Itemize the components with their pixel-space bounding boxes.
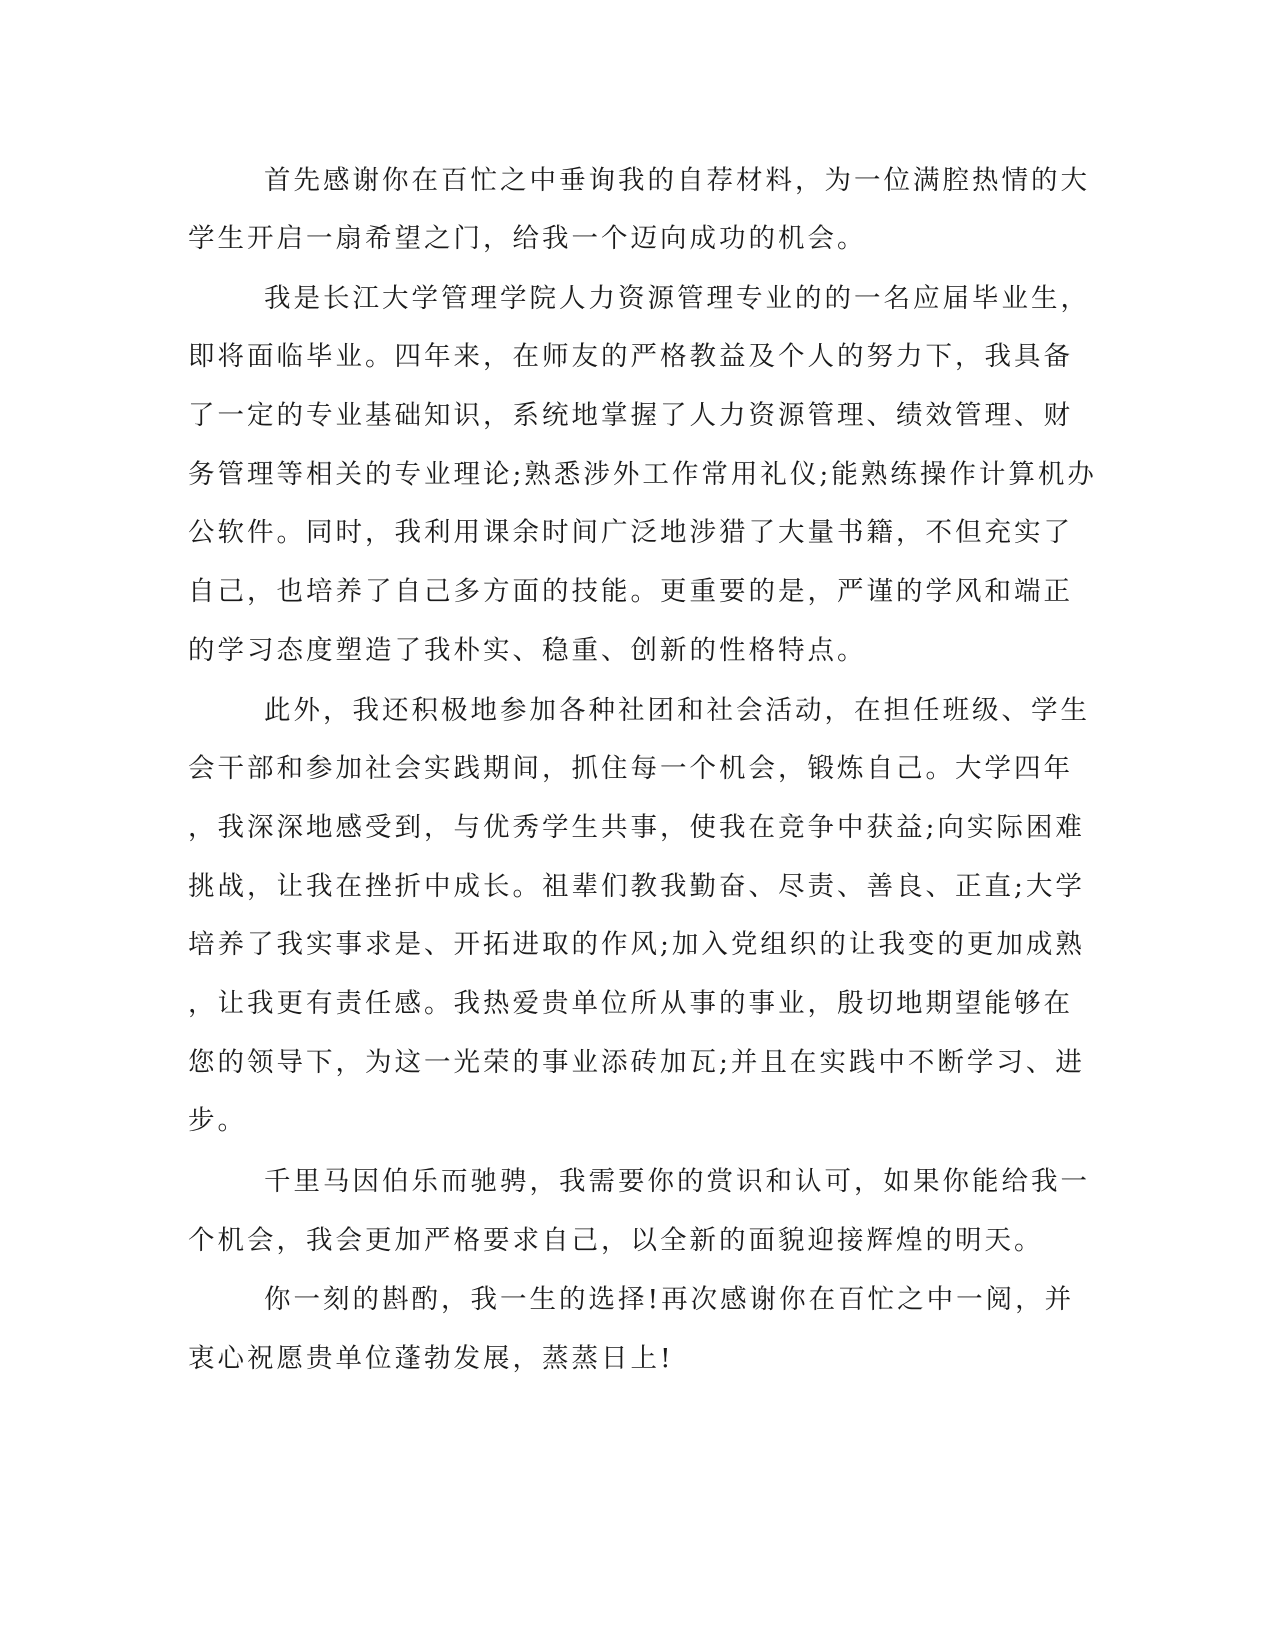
text-line: 的学习态度塑造了我朴实、稳重、创新的性格特点。 bbox=[188, 635, 867, 666]
text-line: ，让我更有责任感。我热爱贵单位所从事的事业，殷切地期望能够在 bbox=[188, 988, 1073, 1019]
text-line: ，我深深地感受到，与优秀学生共事，使我在竞争中获益;向实际困难 bbox=[188, 812, 1085, 843]
text-line: 了一定的专业基础知识，系统地掌握了人力资源管理、绩效管理、财 bbox=[188, 400, 1073, 431]
text-line: 衷心祝愿贵单位蓬勃发展，蒸蒸日上! bbox=[188, 1343, 674, 1374]
text-line: 首先感谢你在百忙之中垂询我的自荐材料，为一位满腔热情的大 bbox=[264, 165, 1090, 196]
text-line: 学生开启一扇希望之门，给我一个迈向成功的机会。 bbox=[188, 223, 867, 254]
text-line: 步。 bbox=[188, 1105, 247, 1136]
text-line: 我是长江大学管理学院人力资源管理专业的的一名应届毕业生， bbox=[264, 283, 1090, 314]
text-line: 会干部和参加社会实践期间，抓住每一个机会，锻炼自己。大学四年 bbox=[188, 753, 1073, 784]
text-line: 此外，我还积极地参加各种社团和社会活动，在担任班级、学生 bbox=[264, 695, 1090, 726]
text-line: 公软件。同时，我利用课余时间广泛地涉猎了大量书籍，不但充实了 bbox=[188, 517, 1073, 548]
text-line: 千里马因伯乐而驰骋，我需要你的赏识和认可，如果你能给我一 bbox=[264, 1166, 1090, 1197]
text-line: 个机会，我会更加严格要求自己，以全新的面貌迎接辉煌的明天。 bbox=[188, 1225, 1044, 1256]
text-line: 培养了我实事求是、开拓进取的作风;加入党组织的让我变的更加成熟 bbox=[188, 929, 1085, 960]
text-line: 你一刻的斟酌，我一生的选择!再次感谢你在百忙之中一阅，并 bbox=[264, 1284, 1075, 1315]
text-line: 务管理等相关的专业理论;熟悉涉外工作常用礼仪;能熟练操作计算机办 bbox=[188, 459, 1097, 490]
text-line: 挑战，让我在挫折中成长。祖辈们教我勤奋、尽责、善良、正直;大学 bbox=[188, 871, 1085, 902]
text-line: 即将面临毕业。四年来，在师友的严格教益及个人的努力下，我具备 bbox=[188, 341, 1073, 372]
text-line: 自己，也培养了自己多方面的技能。更重要的是，严谨的学风和端正 bbox=[188, 576, 1073, 607]
text-line: 您的领导下，为这一光荣的事业添砖加瓦;并且在实践中不断学习、进 bbox=[188, 1047, 1085, 1078]
